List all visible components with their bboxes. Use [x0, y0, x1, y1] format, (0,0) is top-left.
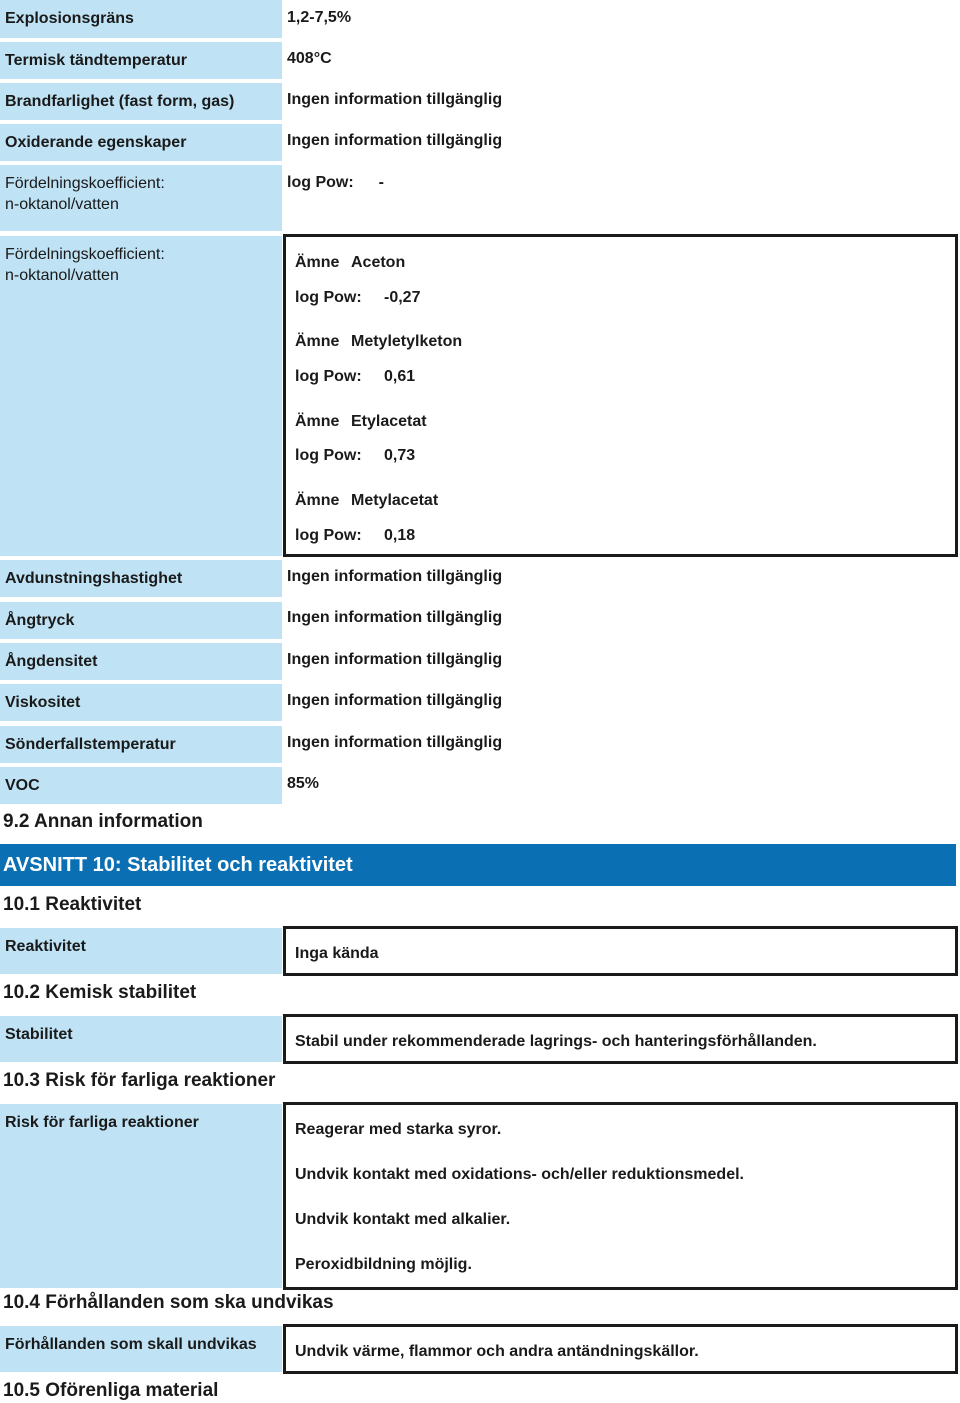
property-value: Ingen information tillgänglig — [287, 568, 503, 585]
property-label: Viskositet — [0, 684, 282, 721]
property-value: Ingen information tillgänglig — [287, 651, 503, 668]
property-value: 408°C — [287, 50, 332, 67]
conditions-to-avoid-box — [283, 1324, 958, 1374]
substance-key: Ämne — [295, 333, 340, 350]
subsection-heading-10-4: 10.4 Förhållanden som ska undvikas — [3, 1292, 334, 1313]
property-value: Ingen information tillgänglig — [287, 692, 503, 709]
log-pow-key: log Pow: — [295, 527, 362, 544]
property-label: VOC — [0, 767, 282, 804]
hazardous-reaction-line: Undvik kontakt med alkalier. — [295, 1211, 511, 1228]
subsection-heading-10-2: 10.2 Kemisk stabilitet — [3, 982, 197, 1003]
stability-box — [283, 1014, 958, 1064]
property-value: 1,2-7,5% — [287, 9, 352, 26]
property-label: Sönderfallstemperatur — [0, 726, 282, 763]
property-label: Ångdensitet — [0, 643, 282, 680]
log-pow-value: - — [378, 174, 384, 191]
reactivity-value: Inga kända — [295, 945, 379, 962]
subsection-heading-10-5: 10.5 Oförenliga material — [3, 1380, 219, 1401]
substance-key: Ämne — [295, 413, 340, 430]
substance-name-row — [295, 411, 427, 432]
substance-name-row — [295, 490, 438, 511]
log-pow-value: 0,18 — [384, 527, 416, 544]
substance-name-row — [295, 252, 405, 273]
substance-pow-row — [295, 445, 415, 466]
partition-label-line1: Fördelningskoefficient: — [5, 246, 165, 263]
substance-name: Etylacetat — [351, 413, 427, 430]
property-label: Avdunstningshastighet — [0, 560, 282, 597]
substance-key: Ämne — [295, 254, 340, 271]
log-pow-key: log Pow: — [295, 447, 362, 464]
property-label: Explosionsgräns — [0, 0, 282, 38]
property-value: 85% — [287, 775, 320, 792]
substance-name: Metylacetat — [351, 492, 439, 509]
property-label: Brandfarlighet (fast form, gas) — [0, 83, 282, 120]
hazardous-reactions-box — [283, 1102, 958, 1290]
property-label: Oxiderande egenskaper — [0, 124, 282, 161]
substance-pow-row — [295, 287, 420, 308]
log-pow-key: log Pow: — [295, 368, 362, 385]
log-pow-value: 0,61 — [384, 368, 416, 385]
partition-label-line2: n-oktanol/vatten — [5, 196, 119, 213]
subsection-heading-10-1: 10.1 Reaktivitet — [3, 894, 142, 915]
substance-name: Aceton — [351, 254, 406, 271]
log-pow-key: log Pow: — [295, 289, 362, 306]
substance-pow-row — [295, 366, 415, 387]
property-label: Termisk tändtemperatur — [0, 42, 282, 79]
property-label: Ångtryck — [0, 602, 282, 639]
property-value: Ingen information tillgänglig — [287, 91, 503, 108]
log-pow-value: -0,27 — [384, 289, 421, 306]
partition-label — [0, 236, 282, 556]
reactivity-box — [283, 926, 958, 976]
partition-label-line2: n-oktanol/vatten — [5, 267, 119, 284]
hazardous-reaction-line: Peroxidbildning möjlig. — [295, 1256, 472, 1273]
substance-box — [283, 234, 958, 557]
property-value: Ingen information tillgänglig — [287, 734, 503, 751]
substance-key: Ämne — [295, 492, 340, 509]
conditions-to-avoid-value: Undvik värme, flammor och andra antändningskällor. — [295, 1343, 699, 1360]
log-pow-key: log Pow: — [287, 174, 354, 191]
partition-label — [0, 165, 282, 231]
section-10-title: AVSNITT 10: Stabilitet och reaktivitet — [0, 844, 956, 886]
substance-name: Metyletylketon — [351, 333, 463, 350]
log-pow-value: 0,73 — [384, 447, 416, 464]
subsection-heading-10-3: 10.3 Risk för farliga reaktioner — [3, 1070, 276, 1091]
partition-label-line1: Fördelningskoefficient: — [5, 175, 165, 192]
substance-pow-row — [295, 525, 415, 546]
substance-name-row — [295, 331, 462, 352]
stability-label: Stabilitet — [0, 1016, 282, 1062]
reactivity-label: Reaktivitet — [0, 928, 282, 974]
hazardous-reactions-label: Risk för farliga reaktioner — [0, 1104, 282, 1288]
partition-generic-value — [287, 172, 384, 193]
stability-value: Stabil under rekommenderade lagrings- och hanteringsförhållanden. — [295, 1033, 817, 1050]
property-value: Ingen information tillgänglig — [287, 132, 503, 149]
hazardous-reaction-line: Undvik kontakt med oxidations- och/eller reduktionsmedel. — [295, 1166, 744, 1183]
hazardous-reaction-line: Reagerar med starka syror. — [295, 1121, 502, 1138]
conditions-to-avoid-label: Förhållanden som skall undvikas — [0, 1326, 282, 1372]
property-value: Ingen information tillgänglig — [287, 609, 503, 626]
subsection-heading-9-2: 9.2 Annan information — [3, 811, 203, 832]
